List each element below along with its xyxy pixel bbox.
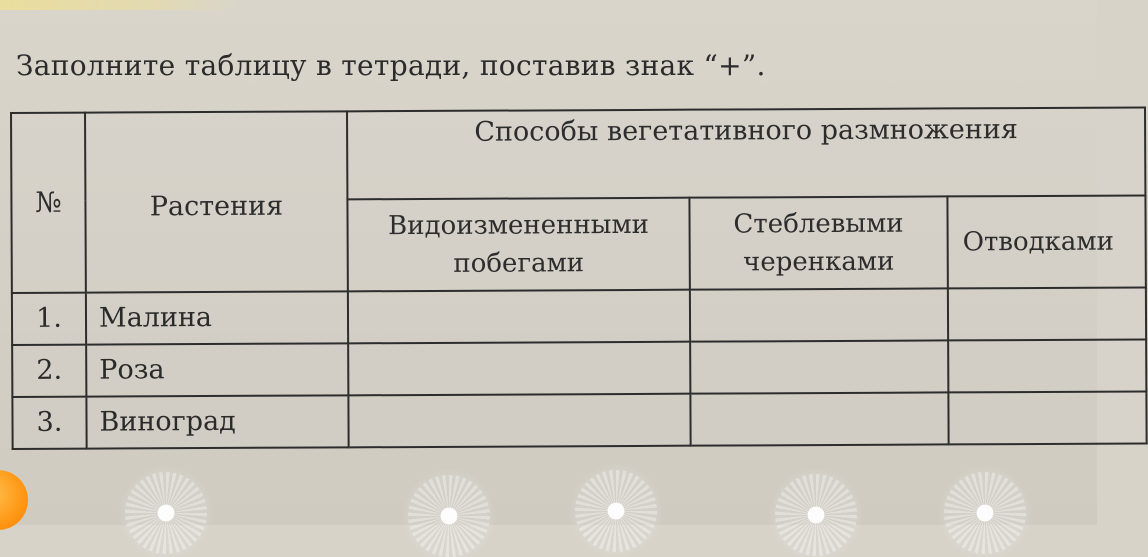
layering-cell [948,339,1146,392]
dandelion-icon [408,475,490,557]
number-column-header: № [11,113,86,293]
table-container [10,107,1115,444]
stem-cuttings-header: Стеблевыми черенками [689,196,947,289]
table-row [12,339,1146,397]
plant-name: Виноград [86,395,348,448]
modified-shoots-cell [348,394,690,448]
propagation-table [10,106,1148,450]
modified-shoots-cell [348,290,690,344]
stem-cuttings-cell [690,392,948,445]
orange-circle-decoration [0,470,28,530]
modified-shoots-header: Видоизмененными побегами [347,198,689,292]
dandelion-icon [775,474,857,556]
propagation-methods-header: Способы вегетативного размножения [347,107,1145,199]
row-number: 1. [12,293,86,345]
layering-header: Отводками [947,195,1145,288]
row-number: 3. [12,397,86,449]
page-top-highlight [0,0,1097,10]
layering-cell [948,391,1146,444]
modified-shoots-cell [348,342,690,396]
stem-cuttings-cell [690,340,948,393]
dandelion-icon [944,472,1026,554]
table-header-row-top [11,107,1145,201]
plants-column-header: Растения [85,111,348,292]
instruction-text: Заполните таблицу в тетради, поставив знак “+”. [16,49,766,82]
row-number: 2. [12,345,86,397]
table-row [12,287,1146,345]
dandelion-icon [575,470,657,552]
dandelion-icon [125,472,207,554]
plant-name: Малина [86,291,348,344]
layering-cell [948,287,1146,340]
plant-name: Роза [86,343,348,396]
table-row [12,391,1146,449]
stem-cuttings-cell [690,288,948,341]
